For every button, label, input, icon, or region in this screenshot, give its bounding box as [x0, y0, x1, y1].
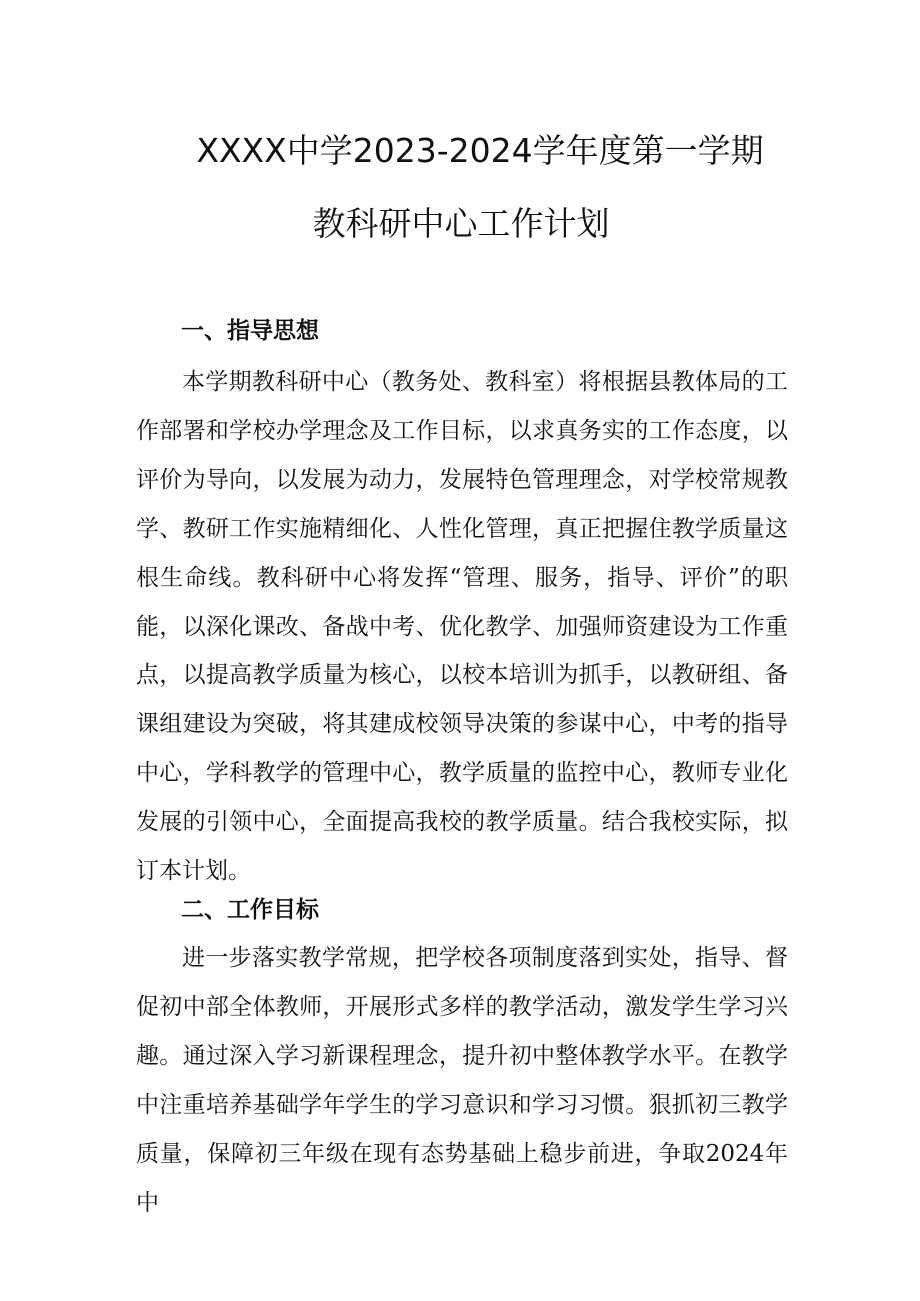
section-heading-guiding-ideology: 一、指导思想 [181, 318, 319, 344]
document-title-line-2: 教科研中心工作计划 [312, 204, 610, 243]
section-heading-work-goals: 二、工作目标 [181, 897, 319, 923]
section-paragraph-work-goals: 进一步落实教学常规，把学校各项制度落到实处，指导、督促初中部全体教师，开展形式多样的教学活动，激发学生学习兴趣。通过深入学习新课程理念，提升初中整体教学水平。在教学中注重培养基础学年学生的学习意识和学习习惯。狠抓初三教学质量，保障初三年级在现有态势基础上稳步前进，争取2024年中 [136, 945, 788, 1216]
document-title-line-1: XXXX中学2023-2024学年度第一学期 [196, 131, 764, 170]
section-paragraph-guiding-ideology: 本学期教科研中心（教务处、教科室）将根据县教体局的工作部署和学校办学理念及工作目标，以求真务实的工作态度，以评价为导向，以发展为动力，发展特色管理理念，对学校常规教学、教研工作实施精细化、人性化管理，真正把握住教学质量这根生命线。教科研中心将发挥“管理、服务，指导、评价”的职能，以深化课改、备战中考、优化教学、加强师资建设为工作重点，以提高教学质量为核心，以校本培训为抓手，以教研组、备课组建设为突破，将其建成校领导决策的参谋中心，中考的指导中心，学科教学的管理中心，教学质量的监控中心，教师专业化发展的引领中心，全面提高我校的教学质量。结合我校实际，拟订本计划。 [136, 369, 788, 885]
